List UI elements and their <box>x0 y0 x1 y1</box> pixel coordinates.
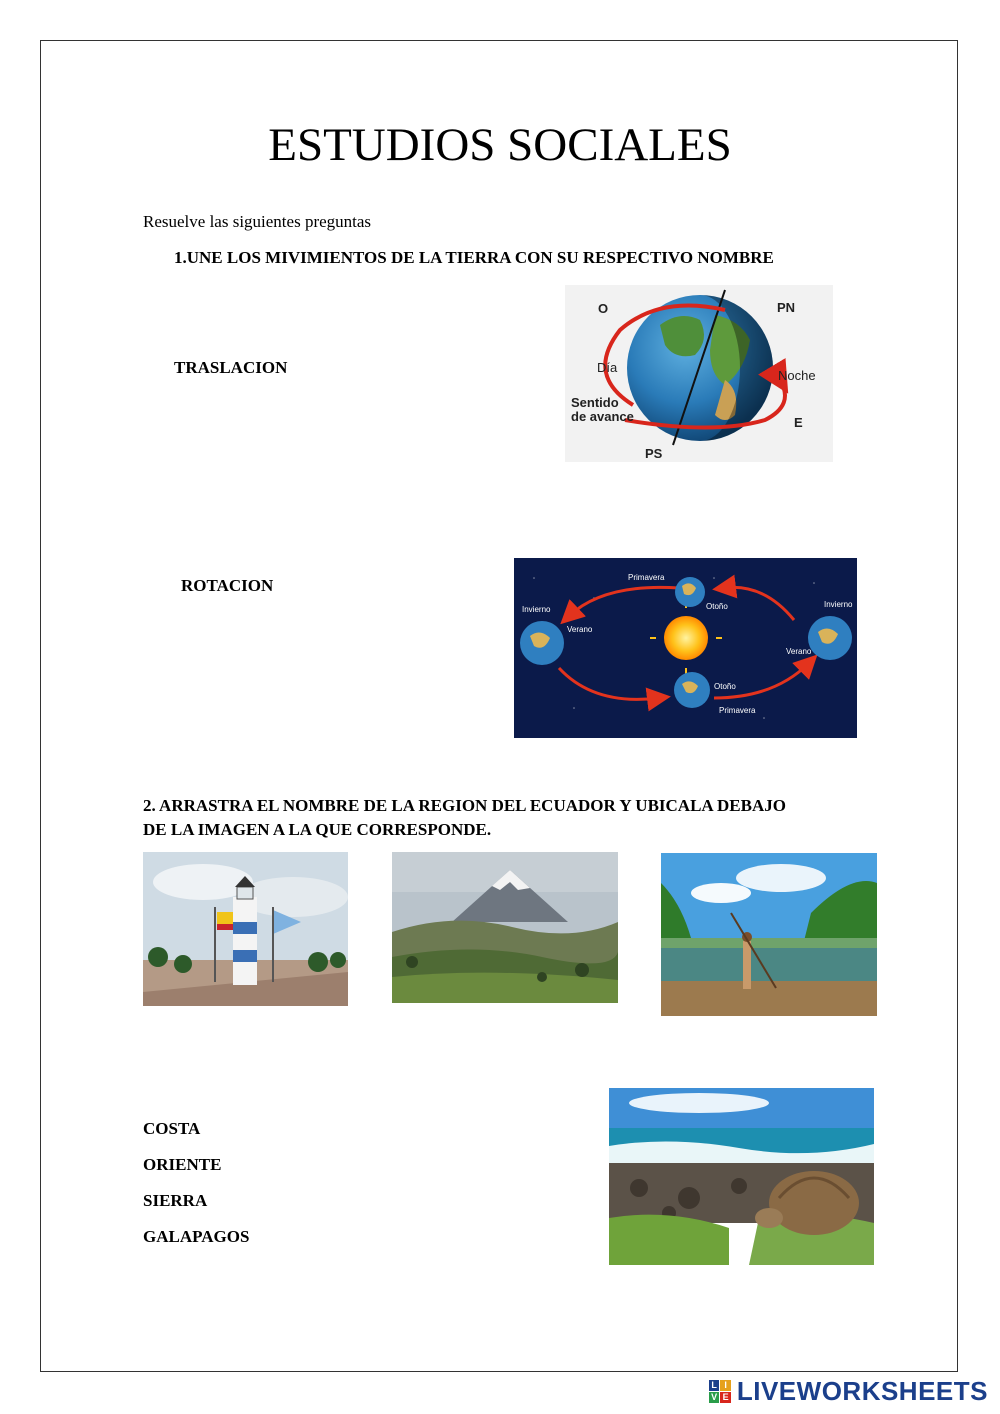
region-photo-sierra[interactable] <box>392 852 618 1003</box>
label-rotacion[interactable]: ROTACION <box>181 576 274 595</box>
orbit-label-otono-bottom: Otoño <box>714 682 736 691</box>
orbit-label-primavera-bottom: Primavera <box>719 706 756 715</box>
question-2-line-2: DE LA IMAGEN A LA QUE CORRESPONDE. <box>143 820 492 839</box>
orbit-label-verano-left: Verano <box>567 625 593 634</box>
diagram-label-sentido: Sentido <box>571 395 619 410</box>
region-option-costa[interactable]: COSTA <box>143 1119 201 1138</box>
question-2-text <box>143 794 863 842</box>
page-title: ESTUDIOS SOCIALES <box>268 119 732 171</box>
region-option-sierra[interactable]: SIERRA <box>143 1191 208 1210</box>
region-photo-oriente[interactable] <box>661 853 877 1016</box>
liveworksheets-wordmark: LIVEWORKSHEETS <box>736 1375 988 1406</box>
orbit-label-invierno-right: Invierno <box>824 600 853 609</box>
region-option-galapagos[interactable]: GALAPAGOS <box>143 1227 250 1246</box>
orbit-label-verano-right: Verano <box>786 647 812 656</box>
earth-rotation-image[interactable] <box>565 285 833 462</box>
diagram-label-o: O <box>598 301 609 316</box>
label-traslacion[interactable]: TRASLACION <box>174 358 288 377</box>
liveworksheets-logo-icon: L I V E <box>709 1380 731 1402</box>
orbit-label-otono-top: Otoño <box>706 602 728 611</box>
earth-orbit-image[interactable] <box>514 558 857 738</box>
region-option-oriente[interactable]: ORIENTE <box>143 1155 222 1174</box>
region-photo-coast[interactable] <box>143 852 348 1006</box>
question-1-text: 1.UNE LOS MIVIMIENTOS DE LA TIERRA CON SU RESPECTIVO NOMBRE <box>174 248 774 267</box>
diagram-label-noche: Noche <box>778 368 816 383</box>
liveworksheets-brand <box>709 1376 988 1406</box>
diagram-label-ps: PS <box>645 446 663 461</box>
diagram-label-avance: de avance <box>571 409 634 424</box>
instructions-text: Resuelve las siguientes preguntas <box>143 212 372 231</box>
question-2-line-1: 2. ARRASTRA EL NOMBRE DE LA REGION DEL ECUADOR Y UBICALA DEBAJO <box>143 796 786 815</box>
orbit-label-primavera-top: Primavera <box>628 573 665 582</box>
diagram-label-dia: Día <box>597 360 618 375</box>
orbit-label-invierno-left: Invierno <box>522 605 551 614</box>
diagram-label-e: E <box>794 415 803 430</box>
region-photo-galapagos[interactable] <box>609 1088 874 1265</box>
diagram-label-pn: PN <box>777 300 796 315</box>
